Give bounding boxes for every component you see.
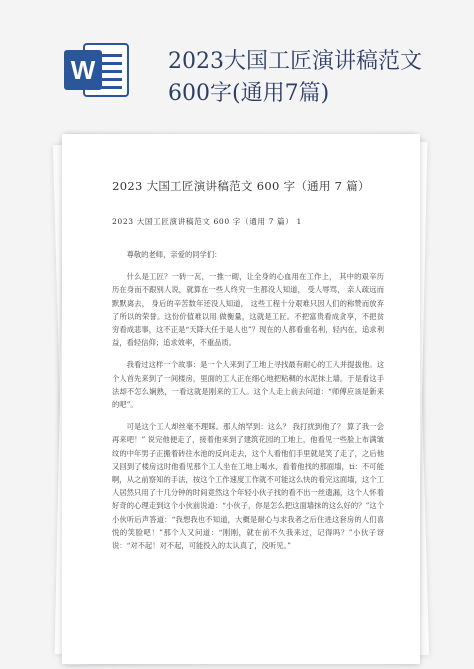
document-title: 2023 大国工匠演讲稿范文 600 字（通用 7 篇） [112, 179, 370, 193]
word-icon-letter: W [70, 55, 96, 85]
document-body [112, 234, 384, 561]
paragraph: 可是这个工人却丝毫不理睬。那人纳罕到：这么？ 我打扰到他了？ 算了我一会再来吧！” 说完他便走了，接着他来到了建筑花园的工地上，他看见一些脸上布满皱纹的中年男子正搬着砖往水池的反向走去，这个人看他们手里就是笑了走了，之后他又回到了楼房这时他看见那个工人坐在工地上喝水，看着他找的那面墙，ti：不可能啊，从之前察知的手法，按这个工作速度工作就不可能这么快的看完这面墙，这个工人居然只用了十几分钟的时间竟然这个年轻小伙子找的看不出一丝遗漏，这个人怀着好奇的心理走到这个小伙前说道：“小伙子，你是怎么把这面墙抹的这么好的？”这个小伙听后声答道：“我想我也不知道，大概是耐心与求我者之后住进这套房的人们喜悦的笑脸吧！”那个人又问道：“刚刚，就在前不久我来过，记得吗？”小伙子讶说：“对不起！对不起，可能投入的太认真了，没听见。” [112, 422, 384, 551]
page-title [168, 46, 468, 110]
paragraph: 什么是工匠？一砖一瓦，一推一砌，让全身的心血用在工作上， 其中的艰辛历历在身而不跟别人说，就算在一些人终究一生都没人知道， 受人辱骂， 亲人疏远而默默离去， 身后的辛苦数年还没人知道， 这些工程十分艰难只因人们的称赞而放弃了所以的荣誉。这份价值难以用 做衡量，这就是工匠。不把富贵看成贪享，不把贫穷看成悲事，这不正是“天降大任于是人也”？现在的人都看重名利，轻内在，追求利益，看轻信仰；追求效率，不重品质。 [112, 272, 384, 348]
header [0, 0, 474, 118]
greeting: 尊敬的老师，亲爱的同学们： [126, 250, 222, 259]
paragraph: 我看过这样一个故事：是一个人来到了工地上寻找最有耐心的工人并提拔他。这个人首先来到了一间楼房，里面的工人正在细心地把粘稠的水泥抹上墙。于是看这手法却不怎么娴熟，一看这就是刚来的工人。这个人走上前去问道：“师傅应该是新来的吧”。 [112, 360, 384, 410]
page-title-line1: 2023大国工匠演讲稿范文 [168, 49, 422, 74]
page-title-line2: 600字(通用7篇) [168, 81, 330, 106]
document-subtitle: 2023 大国工匠演讲稿范文 600 字（通用 7 篇） 1 [112, 217, 302, 226]
document-page [62, 134, 420, 664]
word-document-icon [62, 40, 132, 100]
